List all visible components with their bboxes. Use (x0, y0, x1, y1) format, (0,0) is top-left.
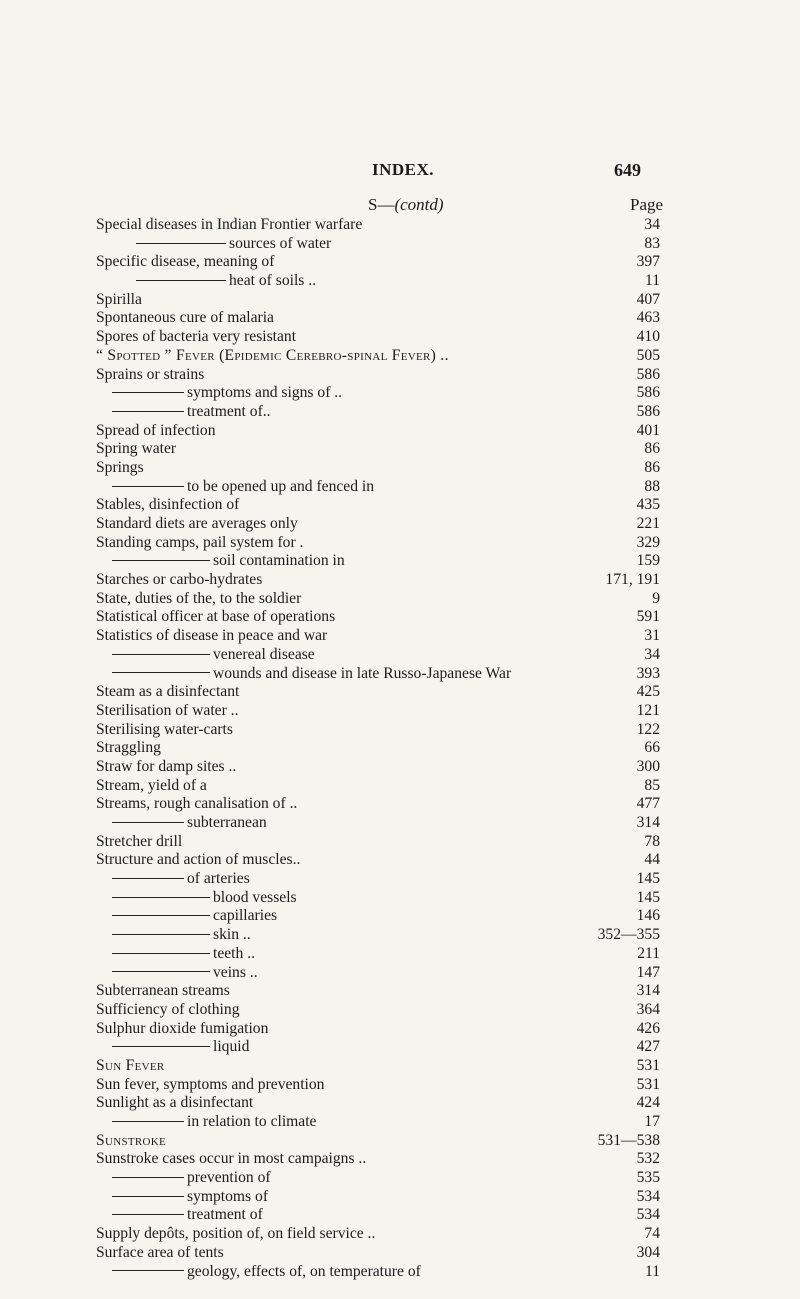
entry-label (96, 758, 236, 777)
entry-page-ref: 78 (644, 832, 660, 850)
entry-label (112, 945, 255, 964)
entry-text: Specific disease, meaning of (96, 253, 275, 271)
entry-text: Standing camps, pail system for . (96, 533, 304, 551)
entry-label (112, 907, 277, 926)
entry-text: Sterilising water-carts (96, 720, 233, 738)
entry-text: soil contamination in (213, 552, 345, 570)
index-entry (0, 982, 800, 1001)
entry-label (96, 702, 238, 721)
index-entry (0, 309, 800, 328)
entry-text: Sprains or strains (96, 365, 205, 383)
index-entry (0, 328, 800, 347)
entry-page-ref: 531 (636, 1075, 660, 1093)
index-entry (0, 833, 800, 852)
entry-label (96, 608, 335, 627)
entry-label (112, 814, 267, 833)
entry-label (96, 590, 301, 609)
entry-label (112, 552, 345, 571)
entry-text: veins .. (213, 963, 258, 981)
entry-page-ref: 122 (636, 720, 660, 738)
page-number: 649 (614, 160, 641, 180)
index-entry (0, 1094, 800, 1113)
index-entry (0, 702, 800, 721)
entry-text: Sterilisation of water .. (96, 701, 239, 719)
entry-page-ref: 146 (636, 907, 660, 925)
entry-label (96, 1244, 224, 1263)
entry-text: Standard diets are averages only (96, 515, 298, 532)
index-entry (0, 1188, 800, 1207)
entry-page-ref: 393 (636, 664, 660, 682)
entry-page-ref: 9 (652, 589, 660, 607)
entry-label (96, 795, 297, 814)
entry-page-ref: 352—355 (597, 926, 660, 944)
entry-page-ref: 424 (636, 1094, 660, 1112)
index-entry (0, 1076, 800, 1095)
index-entry (0, 571, 800, 590)
entry-label (96, 777, 207, 796)
entry-page-ref: 435 (636, 496, 660, 514)
ditto-dash (112, 1177, 184, 1178)
entry-text: subterranean (187, 814, 267, 831)
index-entry (0, 272, 800, 291)
ditto-dash (112, 1270, 184, 1271)
entry-text: Sunlight as a disinfectant (96, 1094, 254, 1112)
ditto-dash (112, 971, 210, 972)
entry-text: State, duties of the, to the soldier (96, 589, 302, 607)
entry-label (96, 1057, 165, 1076)
ditto-dash (112, 1196, 184, 1197)
ditto-dash (112, 672, 210, 673)
section-heading (0, 195, 800, 215)
entry-label (112, 403, 271, 422)
entry-text: to be opened up and fenced in (187, 477, 375, 495)
entry-label (96, 1020, 268, 1039)
entry-page-ref: 586 (636, 402, 660, 420)
entry-text: Statistics of disease in peace and war (96, 627, 328, 645)
entry-text: Sunstroke cases occur in most campaigns .. (96, 1150, 367, 1168)
entry-text: venereal disease (213, 645, 315, 663)
entry-page-ref: 426 (636, 1019, 660, 1037)
index-entry (0, 422, 800, 441)
entry-label (96, 721, 233, 740)
entry-text: Statistical officer at base of operations (96, 608, 336, 626)
ditto-dash (112, 878, 184, 879)
index-entry (0, 1001, 800, 1020)
entry-label (96, 1001, 240, 1020)
entry-label (96, 1094, 253, 1113)
index-entry (0, 646, 800, 665)
entry-text: Starches or carbo-hydrates (96, 571, 263, 589)
entry-page-ref: 145 (636, 870, 660, 888)
entry-label (96, 422, 216, 441)
entry-text: treatment of (187, 1206, 263, 1224)
entry-label (96, 459, 144, 478)
entry-label (136, 235, 331, 254)
entry-label (96, 534, 303, 553)
entry-page-ref: 74 (644, 1225, 660, 1243)
entry-page-ref: 221 (636, 515, 660, 532)
entry-page-ref: 171, 191 (605, 571, 660, 589)
index-entry (0, 515, 800, 534)
entry-page-ref: 407 (636, 290, 660, 308)
entry-page-ref: 532 (636, 1150, 660, 1168)
index-entry (0, 478, 800, 497)
index-entry (0, 683, 800, 702)
page-column-heading: Page (630, 195, 664, 214)
entry-label (112, 1038, 249, 1057)
entry-page-ref: 463 (636, 309, 660, 327)
entry-page-ref: 159 (636, 552, 660, 570)
entry-text: liquid (213, 1038, 250, 1056)
entry-page-ref: 591 (636, 608, 660, 626)
entry-page-ref: 410 (636, 328, 660, 346)
ditto-dash (112, 822, 184, 823)
entry-text: Stretcher drill (96, 832, 183, 850)
entry-label (96, 833, 182, 852)
index-entry (0, 1169, 800, 1188)
entry-label (112, 665, 511, 684)
entry-label (112, 1206, 263, 1225)
index-entry (0, 739, 800, 758)
entry-text: Subterranean streams (96, 982, 230, 1000)
entry-label (112, 889, 297, 908)
index-entry (0, 1225, 800, 1244)
index-entry (0, 777, 800, 796)
index-entry (0, 627, 800, 646)
index-entry (0, 1113, 800, 1132)
entry-text: Streams, rough canalisation of .. (96, 795, 298, 813)
ditto-dash (112, 897, 210, 898)
page-title: INDEX. (372, 160, 435, 179)
index-entry (0, 291, 800, 310)
index-entry (0, 964, 800, 983)
index-entry (0, 795, 800, 814)
entry-page-ref: 397 (636, 253, 660, 271)
entry-text: Spread of infection (96, 421, 216, 439)
entry-page-ref: 505 (636, 346, 660, 364)
entry-page-ref: 477 (636, 795, 660, 813)
ditto-dash (136, 280, 226, 281)
entry-label (96, 253, 274, 272)
entry-page-ref: 31 (644, 627, 660, 645)
entry-label (96, 440, 176, 459)
section-letter: S—(contd) (368, 195, 444, 214)
index-entry (0, 907, 800, 926)
index-entry (0, 1206, 800, 1225)
entry-page-ref: 425 (636, 683, 660, 701)
entry-text: Springs (96, 458, 144, 476)
entry-page-ref: 34 (644, 216, 660, 233)
entry-text: sources of water (229, 234, 332, 252)
index-entry (0, 440, 800, 459)
index-entry (0, 945, 800, 964)
entry-page-ref: 83 (644, 234, 660, 252)
ditto-dash (112, 392, 184, 393)
entry-page-ref: 586 (636, 384, 660, 402)
entry-text: Stables, disinfection of (96, 496, 240, 514)
index-entry (0, 721, 800, 740)
index-entry (0, 758, 800, 777)
entry-label (96, 216, 362, 235)
entry-label (136, 272, 316, 291)
index-entry (0, 926, 800, 945)
entry-text: wounds and disease in late Russo-Japanese War (213, 664, 512, 682)
entry-text: Supply depôts, position of, on field service .. (96, 1225, 376, 1243)
entry-text: Stream, yield of a (96, 776, 207, 794)
entry-label (96, 739, 161, 758)
ditto-dash (112, 953, 210, 954)
entry-label (112, 870, 250, 889)
entry-text: Spring water (96, 440, 177, 458)
entry-page-ref: 329 (636, 533, 660, 551)
entry-text: Spirilla (96, 290, 142, 308)
index-entry (0, 590, 800, 609)
index-entry (0, 851, 800, 870)
index-entry (0, 1020, 800, 1039)
entry-text: Sufficiency of clothing (96, 1000, 240, 1018)
entry-text: Structure and action of muscles.. (96, 851, 301, 869)
entry-page-ref: 427 (636, 1038, 660, 1056)
entry-label (112, 384, 342, 403)
entry-label (112, 1169, 271, 1188)
entry-text: Straw for damp sites .. (96, 757, 237, 775)
entry-page-ref: 121 (636, 701, 660, 719)
index-entry (0, 384, 800, 403)
entry-label (96, 496, 239, 515)
entry-page-ref: 86 (644, 458, 660, 476)
entry-page-ref: 534 (636, 1187, 660, 1205)
entry-label (96, 627, 327, 646)
index-entry (0, 459, 800, 478)
index-entry (0, 1244, 800, 1263)
entry-text: in relation to climate (187, 1113, 317, 1130)
entry-label (96, 683, 239, 702)
entry-text: geology, effects of, on temperature of (187, 1262, 421, 1280)
entry-label (96, 571, 262, 590)
entry-page-ref: 531 (636, 1056, 660, 1074)
entry-page-ref: 586 (636, 365, 660, 383)
entry-text: Sunstroke (96, 1131, 167, 1149)
entry-label (96, 1225, 375, 1244)
entry-label (96, 851, 300, 870)
entry-text: prevention of (187, 1169, 271, 1187)
ditto-dash (112, 654, 210, 655)
ditto-dash (112, 486, 184, 487)
ditto-dash (112, 1046, 210, 1047)
entry-text: Spores of bacteria very resistant (96, 328, 297, 346)
entry-label (96, 515, 298, 534)
entry-page-ref: 145 (636, 888, 660, 906)
entry-text: Special diseases in Indian Frontier warfare (96, 216, 363, 233)
index-entry (0, 216, 800, 235)
entry-page-ref: 86 (644, 440, 660, 458)
entry-page-ref: 401 (636, 421, 660, 439)
entry-text: Steam as a disinfectant (96, 683, 240, 701)
ditto-dash (112, 411, 184, 412)
entry-label (112, 964, 258, 983)
section-contd: (contd) (394, 195, 444, 214)
entry-text: capillaries (213, 907, 278, 925)
index-entry (0, 1150, 800, 1169)
entry-page-ref: 314 (636, 982, 660, 1000)
entry-page-ref: 11 (644, 272, 660, 290)
index-entry (0, 366, 800, 385)
entry-label (112, 1113, 316, 1132)
entry-page-ref: 11 (644, 1262, 660, 1280)
index-entry (0, 496, 800, 515)
index-entry (0, 889, 800, 908)
entry-label (112, 478, 374, 497)
index-entries (0, 216, 800, 1281)
index-entry (0, 1038, 800, 1057)
ditto-dash (112, 934, 210, 935)
entry-page-ref: 314 (636, 814, 660, 831)
index-entry (0, 870, 800, 889)
ditto-dash (112, 915, 210, 916)
entry-page-ref: 304 (636, 1243, 660, 1261)
entry-page-ref: 66 (644, 739, 660, 757)
ditto-dash (112, 1121, 184, 1122)
entry-page-ref: 44 (644, 851, 660, 869)
entry-page-ref: 88 (644, 477, 660, 495)
entry-label (96, 347, 449, 366)
entry-text: Straggling (96, 739, 161, 757)
entry-label (96, 366, 204, 385)
entry-page-ref: 17 (644, 1113, 660, 1130)
entry-text: symptoms and signs of .. (187, 384, 343, 402)
entry-label (112, 926, 251, 945)
entry-page-ref: 535 (636, 1169, 660, 1187)
entry-page-ref: 531—538 (597, 1131, 660, 1149)
entry-text: skin .. (213, 926, 251, 944)
entry-text: symptoms of (187, 1187, 269, 1205)
running-head (0, 160, 800, 182)
entry-text: teeth .. (213, 944, 255, 962)
entry-text: Surface area of tents (96, 1243, 224, 1261)
entry-text: Sun fever, symptoms and prevention (96, 1075, 325, 1093)
entry-label (96, 1076, 324, 1095)
ditto-dash (136, 243, 226, 244)
entry-label (112, 1188, 268, 1207)
index-entry (0, 403, 800, 422)
entry-text: “ Spotted ” Fever (Epidemic Cerebro-spinal Fever) .. (96, 346, 449, 364)
index-entry (0, 608, 800, 627)
index-entry (0, 552, 800, 571)
ditto-dash (112, 560, 210, 561)
index-entry (0, 665, 800, 684)
entry-label (96, 982, 230, 1001)
entry-page-ref: 85 (644, 776, 660, 794)
entry-page-ref: 34 (644, 645, 660, 663)
entry-label (96, 1150, 366, 1169)
index-entry (0, 1263, 800, 1282)
entry-text: of arteries (187, 870, 250, 888)
index-entry (0, 814, 800, 833)
entry-text: Sun Fever (96, 1056, 165, 1074)
index-entry (0, 347, 800, 366)
entry-text: treatment of.. (187, 402, 271, 420)
index-entry (0, 534, 800, 553)
entry-label (96, 309, 274, 328)
entry-page-ref: 534 (636, 1206, 660, 1224)
index-entry (0, 235, 800, 254)
index-entry (0, 1132, 800, 1151)
index-entry (0, 1057, 800, 1076)
entry-text: Sulphur dioxide fumigation (96, 1019, 269, 1037)
entry-label (96, 328, 296, 347)
entry-text: Spontaneous cure of malaria (96, 309, 274, 327)
entry-page-ref: 300 (636, 757, 660, 775)
entry-label (96, 1132, 166, 1151)
entry-label (112, 1263, 421, 1282)
entry-text: heat of soils .. (229, 272, 317, 290)
entry-page-ref: 364 (636, 1000, 660, 1018)
entry-label (96, 291, 142, 310)
entry-page-ref: 211 (637, 944, 660, 962)
entry-page-ref: 147 (636, 963, 660, 981)
entry-text: blood vessels (213, 888, 297, 906)
entry-label (112, 646, 315, 665)
ditto-dash (112, 1214, 184, 1215)
index-entry (0, 253, 800, 272)
